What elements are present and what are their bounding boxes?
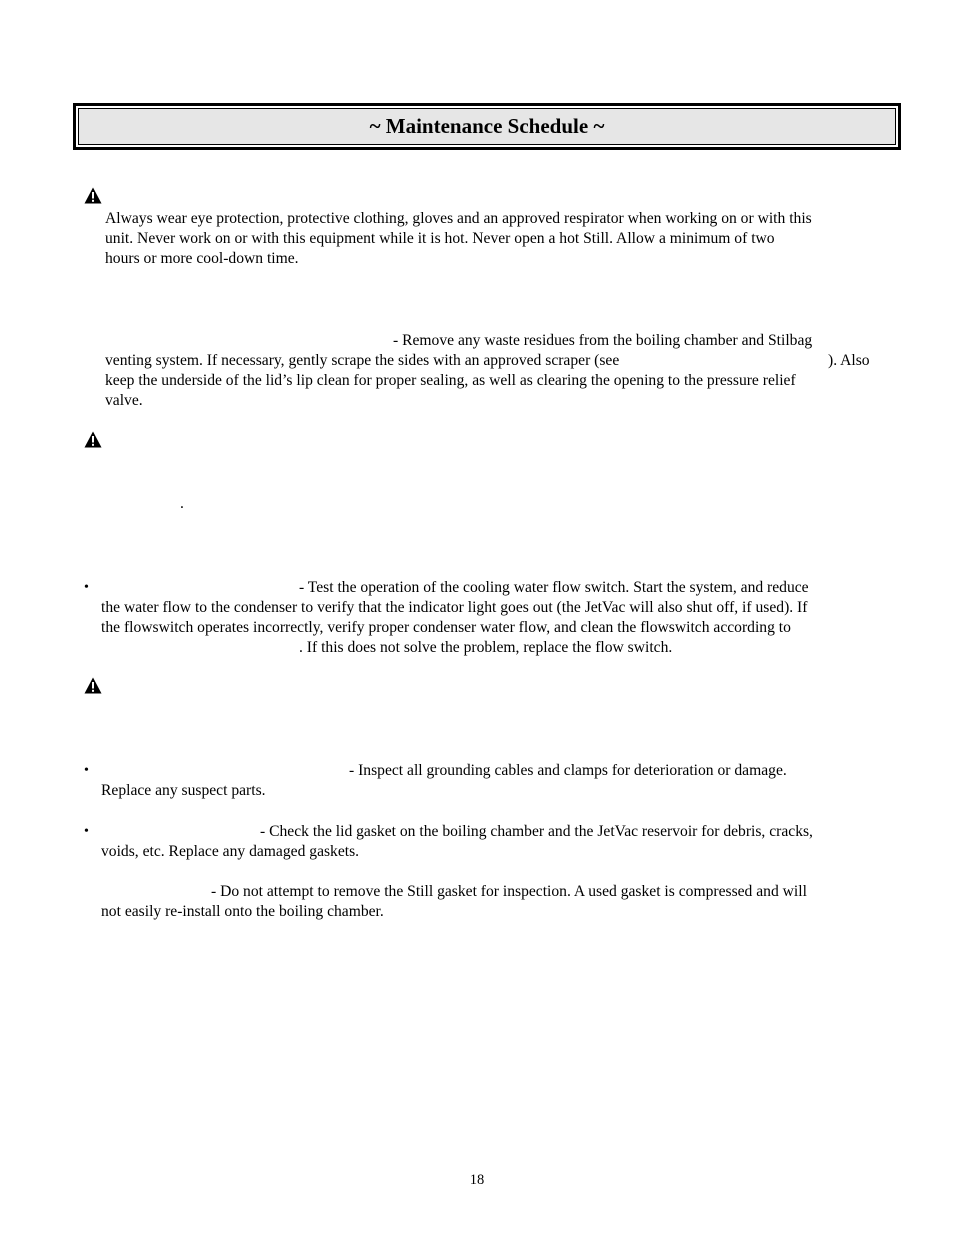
- gasket-note-line: not easily re-install onto the boiling chamber.: [101, 903, 384, 920]
- chamber-cleaning-line: - Remove any waste residues from the boiling chamber and Stilbag: [393, 332, 813, 349]
- flow-switch-line: the flowswitch operates incorrectly, verify proper condenser water flow, and clean the flowswitch according to: [101, 619, 791, 636]
- flow-switch-line: the water flow to the condenser to verify that the indicator light goes out (the JetVac will also shut off, if used). If: [101, 599, 808, 616]
- page-title: ~ Maintenance Schedule ~: [369, 114, 605, 138]
- grounding-line: Replace any suspect parts.: [101, 782, 266, 799]
- bullet-marker: •: [84, 580, 89, 595]
- warning-icon: [84, 187, 102, 204]
- warning-line: unit. Never work on or with this equipment while it is hot. Never open a hot Still. Allow a minimum of two: [105, 230, 775, 247]
- title-inner: [78, 108, 896, 145]
- grounding-line: - Inspect all grounding cables and clamps for deterioration or damage.: [349, 762, 787, 779]
- chamber-cleaning-line: venting system. If necessary, gently scrape the sides with an approved scraper (see: [105, 352, 620, 369]
- chamber-cleaning-line: keep the underside of the lid’s lip clean for proper sealing, as well as clearing the opening to the pressure relief: [105, 372, 796, 389]
- gasket-line: - Check the lid gasket on the boiling chamber and the JetVac reservoir for debris, cracks,: [260, 823, 813, 840]
- gasket-line: voids, etc. Replace any damaged gaskets.: [101, 843, 360, 860]
- warning-icon: [84, 431, 102, 448]
- warning-line: hours or more cool-down time.: [105, 250, 299, 267]
- title-box: [73, 103, 901, 150]
- chamber-cleaning-line: valve.: [105, 392, 143, 409]
- warning-paragraph: [105, 209, 812, 269]
- flow-switch-line: - Test the operation of the cooling water flow switch. Start the system, and reduce: [299, 579, 809, 596]
- warning-line: Always wear eye protection, protective clothing, gloves and an approved respirator when working on or with this: [105, 210, 812, 227]
- chamber-cleaning-line: ). Also: [828, 352, 870, 369]
- gasket-note-line: - Do not attempt to remove the Still gasket for inspection. A used gasket is compressed and will: [211, 883, 807, 900]
- page-number: 18: [469, 1172, 485, 1188]
- warning-icon: [84, 677, 102, 694]
- stray-period: .: [180, 495, 184, 512]
- flow-switch-line: . If this does not solve the problem, replace the flow switch.: [299, 639, 673, 656]
- bullet-marker: •: [84, 824, 89, 839]
- bullet-marker: •: [84, 763, 89, 778]
